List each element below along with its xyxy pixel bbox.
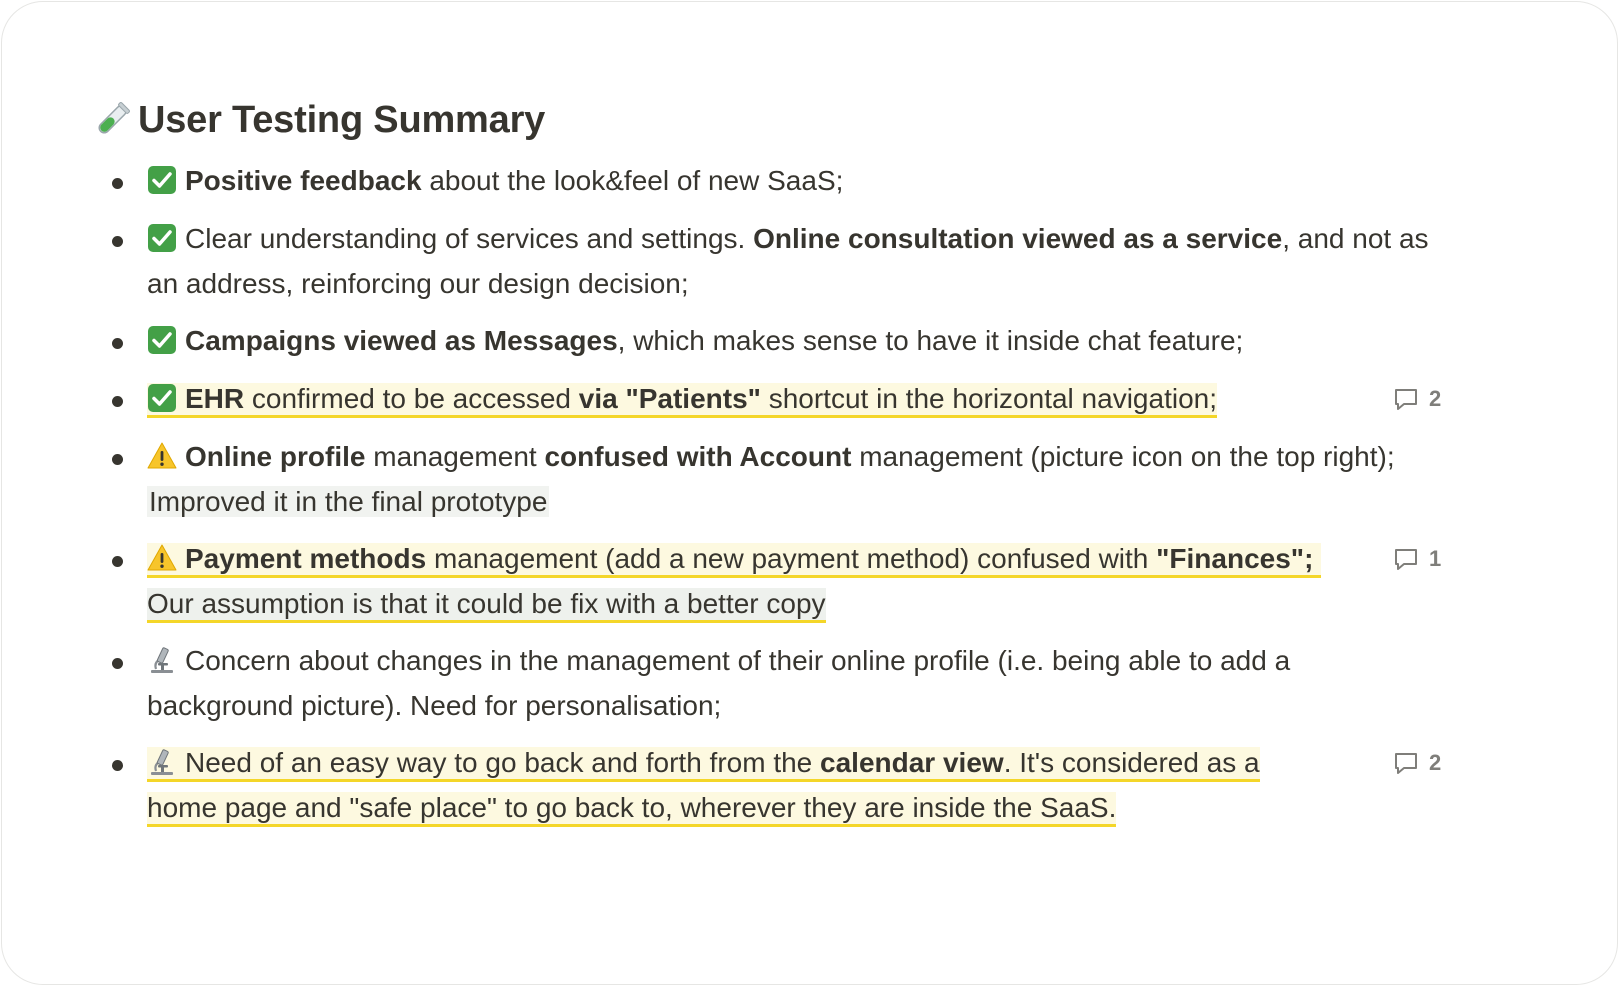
item-text: Clear understanding of services and settings. [185, 223, 754, 254]
item-text: Need of an easy way to go back and forth from the [185, 747, 821, 778]
list-item[interactable] [92, 376, 1432, 421]
comment-indicator[interactable] [1393, 546, 1441, 572]
item-text-bold: via "Patients" [578, 383, 761, 414]
item-text-bold: EHR [185, 383, 245, 414]
item-text: . It's considered as a home page and "safe place" to go back to, wherever they are inside the SaaS. [147, 747, 1260, 823]
item-text-bold: "Finances"; [1156, 543, 1314, 574]
item-text: confirmed to be accessed [244, 383, 579, 414]
warning-icon [147, 441, 177, 471]
list-item[interactable] [92, 216, 1432, 306]
item-text-bold: Online consultation viewed as a service [753, 223, 1283, 254]
bullet [112, 178, 123, 189]
item-text: management [365, 441, 545, 472]
item-text-bold: confused with Account [544, 441, 852, 472]
list-item[interactable] [92, 536, 1432, 626]
bullet [112, 556, 123, 567]
item-text-bold: Online profile [185, 441, 366, 472]
microscope-icon [147, 747, 177, 777]
item-text-bold: calendar view [820, 747, 1004, 778]
check-mark-icon [147, 325, 177, 355]
highlighted-note: Improved it in the final prototype [149, 486, 548, 517]
item-text-bold: Payment methods [185, 543, 427, 574]
warning-icon [147, 543, 177, 573]
item-text: management (picture icon on the top right); [851, 441, 1395, 472]
item-text-bold: Positive feedback [185, 165, 422, 196]
comment-indicator[interactable] [1393, 386, 1441, 412]
comment-count: 1 [1429, 546, 1442, 571]
microscope-icon [147, 645, 177, 675]
bullet [112, 396, 123, 407]
list-item[interactable] [92, 638, 1432, 728]
highlighted-note[interactable]: Our assumption is that it could be fix with a better copy [147, 588, 826, 623]
comment-icon [1393, 386, 1419, 412]
comment-icon [1393, 546, 1419, 572]
page-title-row [92, 92, 1522, 148]
comment-indicator[interactable] [1393, 750, 1441, 776]
item-text: management (add a new payment method) confused with [426, 543, 1157, 574]
item-text-bold: Campaigns viewed as Messages [185, 325, 618, 356]
commented-text[interactable] [147, 543, 1321, 578]
check-mark-icon [147, 383, 177, 413]
test-tube-icon [92, 100, 132, 140]
bullet [112, 236, 123, 247]
commented-text[interactable] [147, 383, 1217, 418]
check-mark-icon [147, 165, 177, 195]
list-item[interactable] [92, 158, 1432, 203]
list-item[interactable] [92, 434, 1432, 524]
item-text: , which makes sense to have it inside chat feature; [617, 325, 1244, 356]
comment-icon [1393, 750, 1419, 776]
item-text: , and not as an address, reinforcing our design decision; [147, 223, 1429, 299]
bullet [112, 338, 123, 349]
page-title: User Testing Summary [138, 98, 546, 141]
document [92, 92, 1522, 823]
comment-count: 2 [1429, 750, 1442, 775]
item-text: about the look&feel of new SaaS; [421, 165, 844, 196]
list-item[interactable] [92, 740, 1432, 830]
bullet [112, 760, 123, 771]
list-item[interactable] [92, 318, 1432, 363]
check-mark-icon [147, 223, 177, 253]
item-text: shortcut in the horizontal navigation; [760, 383, 1217, 414]
commented-text[interactable] [147, 747, 1260, 827]
bullet [112, 658, 123, 669]
comment-count: 2 [1429, 386, 1442, 411]
bullet [112, 454, 123, 465]
item-text: Concern about changes in the management of their online profile (i.e. being able to add a background picture). Need for personalisation; [147, 645, 1291, 721]
